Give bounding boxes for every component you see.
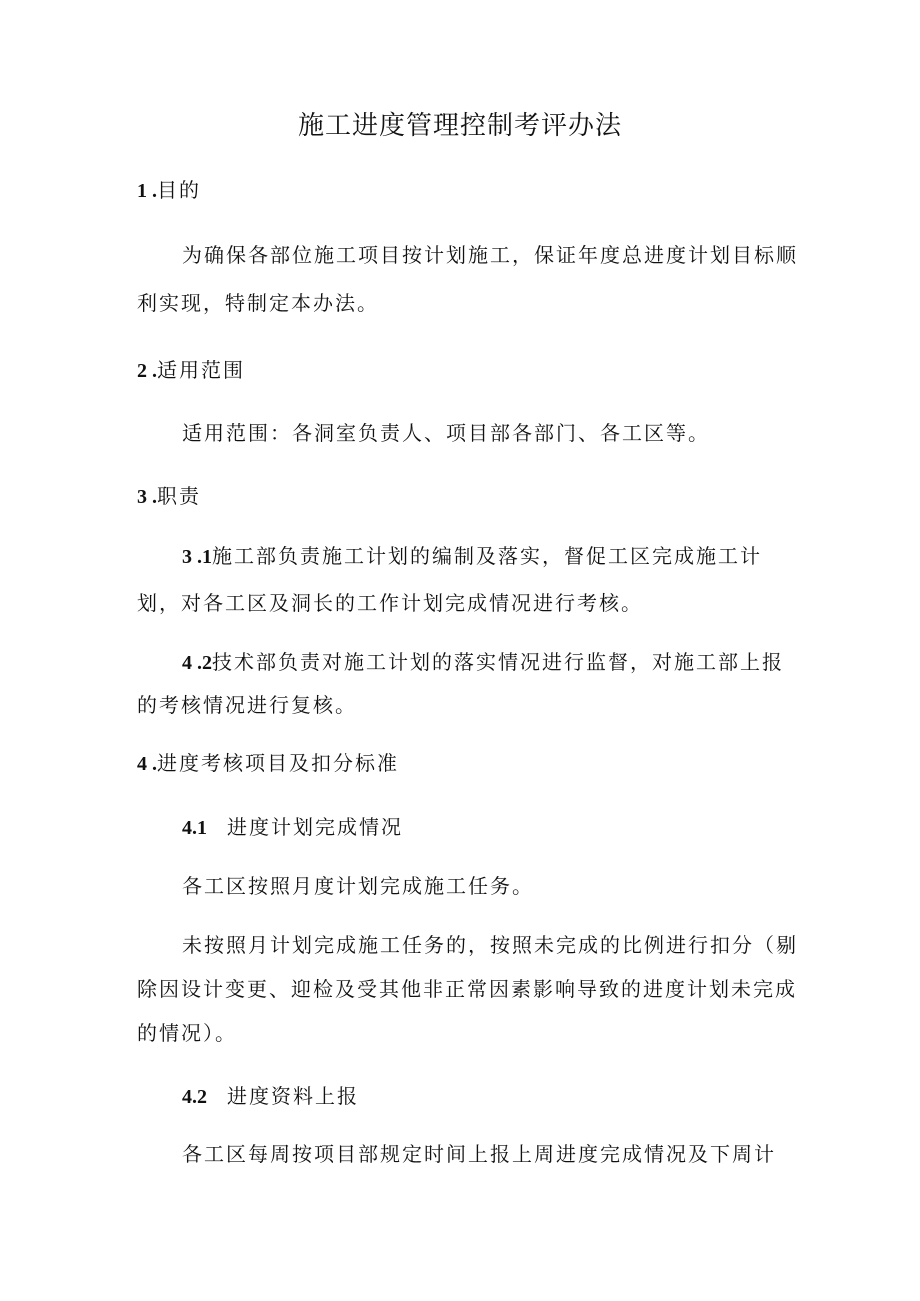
paragraph-line: 为确保各部位施工项目按计划施工，保证年度总进度计划目标顺 [182,243,798,267]
section-heading-4 [137,748,399,779]
section-number: 3 . [137,486,157,508]
clause-3-2 [182,647,784,678]
section-number: 2 . [137,360,157,382]
section-number: 1 . [137,180,157,202]
subsection-heading-4-1 [182,812,403,843]
paragraph-line: 各工区按照月度计划完成施工任务。 [182,874,534,898]
section-heading-text: 职责 [157,484,201,508]
paragraph-line: 适用范围：各洞室负责人、项目部各部门、各工区等。 [182,421,710,445]
subsection-number: 4.1 [182,817,207,839]
paragraph-line: 未按照月计划完成施工任务的，按照未完成的比例进行扣分（剔 [182,933,798,957]
paragraph-line: 除因设计变更、迎检及受其他非正常因素影响导致的进度计划未完成 [137,977,797,1001]
subsection-heading-text: 进度资料上报 [227,1084,359,1108]
paragraph-line: 利实现，特制定本办法。 [137,291,379,315]
clause-text: 施工部负责施工计划的编制及落实，督促工区完成施工计 [212,544,762,568]
paragraph-line: 划，对各工区及洞长的工作计划完成情况进行考核。 [137,591,643,615]
document-title: 施工进度管理控制考评办法 [297,111,622,141]
section-heading-text: 目的 [157,178,201,202]
paragraph-line: 的考核情况进行复核。 [137,693,357,717]
section-heading-1 [137,175,201,206]
clause-number: 4 .2 [182,652,212,674]
paragraph-line: 的情况）。 [137,1021,237,1045]
section-heading-2 [137,355,245,386]
section-heading-text: 进度考核项目及扣分标准 [157,751,399,775]
clause-number: 3 .1 [182,546,212,568]
section-number: 4 . [137,753,157,775]
subsection-heading-text: 进度计划完成情况 [227,815,403,839]
subsection-number: 4.2 [182,1086,207,1108]
section-heading-3 [137,481,201,512]
clause-3-1 [182,541,762,572]
section-heading-text: 适用范围 [157,358,245,382]
subsection-heading-4-2 [182,1081,359,1112]
clause-text: 技术部负责对施工计划的落实情况进行监督，对施工部上报 [212,650,784,674]
paragraph-line: 各工区每周按项目部规定时间上报上周进度完成情况及下周计 [182,1142,776,1166]
